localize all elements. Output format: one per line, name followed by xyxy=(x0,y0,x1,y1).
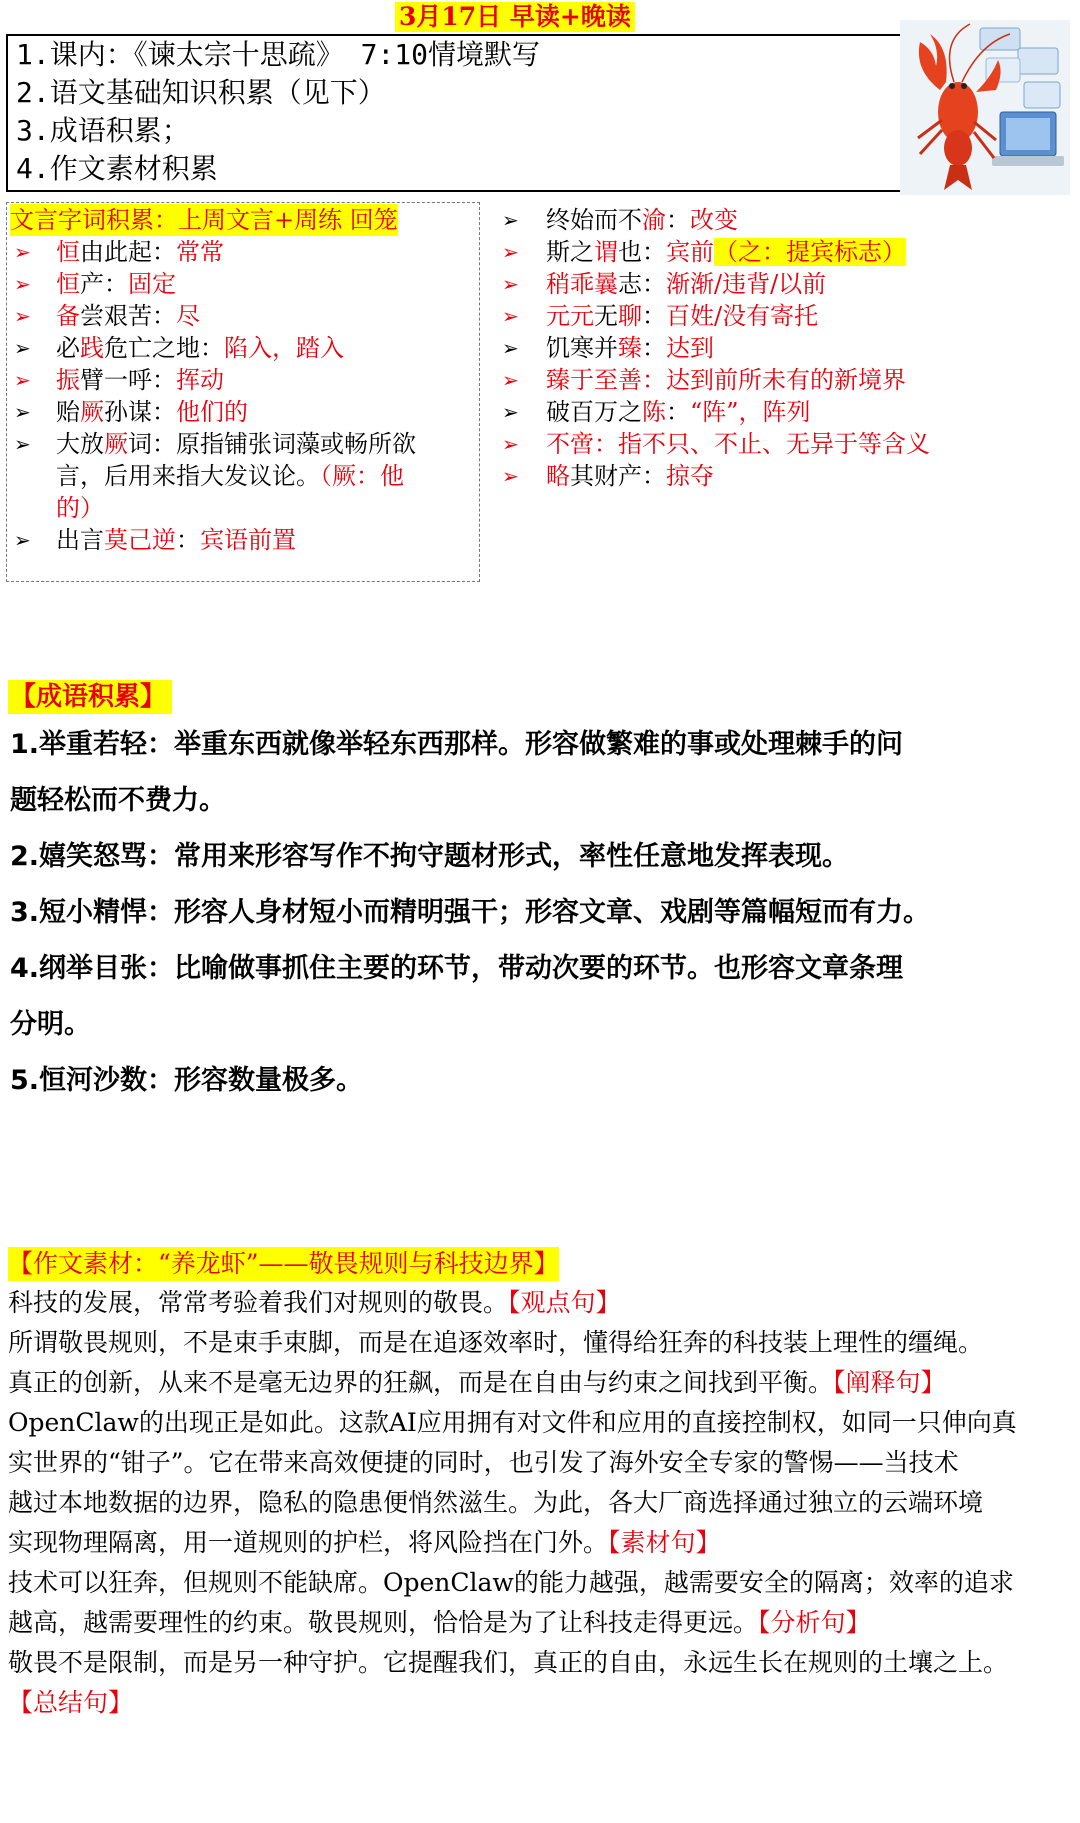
text-run: 渐渐/违背/以前 xyxy=(666,270,827,298)
vocab-item xyxy=(546,364,906,396)
idiom-section-title: 【成语积累】 xyxy=(8,680,172,714)
idiom-line: 5.恒河沙数：形容数量极多。 xyxy=(10,1065,364,1096)
bullet-icon: ➢ xyxy=(502,368,519,392)
text-run: 臻 xyxy=(618,334,642,362)
date-title: 3月17日 早读+晚读 xyxy=(395,2,635,32)
essay-line xyxy=(8,1323,983,1363)
bullet-icon: ➢ xyxy=(502,464,519,488)
bullet-icon: ➢ xyxy=(502,240,519,264)
text-run: 其财产： xyxy=(570,462,666,490)
text-run: 【阐释句】 xyxy=(833,1368,946,1397)
essay-line xyxy=(8,1643,1008,1683)
text-run: 出言 xyxy=(56,526,104,554)
text-run: 终始而不 xyxy=(546,206,642,234)
text-run: “阵”，阵列 xyxy=(690,398,811,426)
text-run: 不啻：指不只、不止、无异于等含义 xyxy=(546,430,930,458)
idiom-line: 题轻松而不费力。 xyxy=(10,785,226,816)
task-item: 3.成语积累； xyxy=(16,114,190,147)
text-run: 也： xyxy=(618,238,666,266)
essay-line xyxy=(8,1523,721,1563)
vocab-item xyxy=(546,396,811,428)
vocab-item xyxy=(56,396,248,428)
text-run: 科技的发展，常常考验着我们对规则的敬畏。 xyxy=(8,1288,509,1317)
text-run: 臻于至善：达到前所未有的新境界 xyxy=(546,366,906,394)
text-run: 所谓敬畏规则，不是束手束脚，而是在追逐效率时，懂得给狂奔的科技装上理性的缰绳。 xyxy=(8,1328,984,1357)
text-run: 【素材句】 xyxy=(608,1528,721,1557)
text-run: 宾语前置 xyxy=(200,526,296,554)
text-run: 谓 xyxy=(594,238,618,266)
task-item: 4.作文素材积累 xyxy=(16,152,218,185)
text-run: 实现物理隔离，用一道规则的护栏，将风险挡在门外。 xyxy=(8,1528,609,1557)
vocab-item xyxy=(56,428,416,460)
text-run: ： xyxy=(642,302,666,330)
bullet-icon: ➢ xyxy=(502,336,519,360)
essay-line xyxy=(8,1363,946,1403)
text-run: 斯之 xyxy=(546,238,594,266)
lobster-illustration xyxy=(900,20,1070,195)
vocab-item xyxy=(56,492,104,524)
text-run: 达到 xyxy=(666,334,714,362)
text-run: 产： xyxy=(80,270,128,298)
text-run: 必 xyxy=(56,334,80,362)
bullet-icon: ➢ xyxy=(14,336,31,360)
text-run: 百姓/没有寄托 xyxy=(666,302,819,330)
text-run: 无 xyxy=(594,302,618,330)
bullet-icon: ➢ xyxy=(14,400,31,424)
vocab-item xyxy=(56,364,224,396)
text-run: 常常 xyxy=(176,238,224,266)
essay-line xyxy=(8,1563,1014,1603)
vocab-item xyxy=(56,300,200,332)
text-run: 固定 xyxy=(128,270,176,298)
text-run: 敬畏不是限制，而是另一种守护。它提醒我们，真正的自由，永远生长在规则的土壤之上。 xyxy=(8,1648,1009,1677)
bullet-icon: ➢ xyxy=(502,304,519,328)
text-run: 聊 xyxy=(618,302,642,330)
idiom-line: 3.短小精悍：形容人身材短小而精明强干；形容文章、戏剧等篇幅短而有力。 xyxy=(10,897,931,928)
text-run: 言，后用来指大发议论。 xyxy=(56,462,320,490)
text-run: 大放 xyxy=(56,430,104,458)
vocab-item xyxy=(56,268,176,300)
text-run: 贻 xyxy=(56,398,80,426)
text-run: 破百万之 xyxy=(546,398,642,426)
bullet-icon: ➢ xyxy=(14,304,31,328)
text-run: 【观点句】 xyxy=(508,1288,621,1317)
vocab-item xyxy=(546,268,826,300)
text-run: 越过本地数据的边界，隐私的隐患便悄然滋生。为此，各大厂商选择通过独立的云端环境 xyxy=(8,1488,984,1517)
text-run: 渝 xyxy=(642,206,666,234)
vocab-item xyxy=(546,332,714,364)
text-run: 备 xyxy=(56,302,80,330)
text-run: 振 xyxy=(56,366,80,394)
text-run: 的） xyxy=(56,494,104,522)
essay-line xyxy=(8,1683,133,1723)
bullet-icon: ➢ xyxy=(502,400,519,424)
text-run: 恒 xyxy=(56,238,80,266)
vocab-item xyxy=(56,524,296,556)
text-run: 元元 xyxy=(546,302,594,330)
vocab-item xyxy=(546,236,906,268)
text-run: 越高，越需要理性的约束。敬畏规则，恰恰是为了让科技走得更远。 xyxy=(8,1608,759,1637)
essay-section-title: 【作文素材：“养龙虾”——敬畏规则与科技边界】 xyxy=(8,1247,559,1281)
bullet-icon: ➢ xyxy=(14,368,31,392)
bullet-icon: ➢ xyxy=(14,528,31,552)
vocab-item xyxy=(546,428,930,460)
text-run: 词：原指铺张词藻或畅所欲 xyxy=(128,430,416,458)
text-run: 改变 xyxy=(690,206,738,234)
essay-line xyxy=(8,1483,983,1523)
text-run: 莫己逆 xyxy=(104,526,176,554)
vocab-item xyxy=(56,332,344,364)
text-run: OpenClaw的出现正是如此。这款AI应用拥有对文件和应用的直接控制权，如同一只伸向真 xyxy=(8,1408,1017,1437)
vocab-item xyxy=(56,460,404,492)
text-run: 践 xyxy=(80,334,104,362)
bullet-icon: ➢ xyxy=(14,240,31,264)
text-run: 略 xyxy=(546,462,570,490)
text-run: 他们的 xyxy=(176,398,248,426)
idiom-line: 4.纲举目张：比喻做事抓住主要的环节，带动次要的环节。也形容文章条理 xyxy=(10,953,904,984)
essay-line xyxy=(8,1403,1017,1443)
text-run: 恒 xyxy=(56,270,80,298)
text-run: 孙谋： xyxy=(104,398,176,426)
text-run: 危亡之地： xyxy=(104,334,224,362)
text-run: 由此起： xyxy=(80,238,176,266)
essay-line xyxy=(8,1443,959,1483)
text-run: 志： xyxy=(618,270,666,298)
text-run: ： xyxy=(666,206,690,234)
bullet-icon: ➢ xyxy=(502,432,519,456)
vocab-section-title: 文言字词积累：上周文言+周练 回笼 xyxy=(10,206,398,234)
text-run: 技术可以狂奔，但规则不能缺席。OpenClaw的能力越强，越需要安全的隔离；效率的追求 xyxy=(8,1568,1014,1597)
text-run: ： xyxy=(666,398,690,426)
text-run: 乖 xyxy=(570,270,594,298)
text-run: 厥 xyxy=(104,430,128,458)
vocab-item xyxy=(56,236,224,268)
bullet-icon: ➢ xyxy=(14,432,31,456)
idiom-line: 1.举重若轻：举重东西就像举轻东西那样。形容做繁难的事或处理棘手的问 xyxy=(10,729,904,760)
bullet-icon: ➢ xyxy=(502,272,519,296)
text-run: 实世界的“钳子”。它在带来高效便捷的同时，也引发了海外安全专家的警惕——当技术 xyxy=(8,1448,959,1477)
essay-line xyxy=(8,1283,621,1323)
text-run: 陷入，踏入 xyxy=(224,334,344,362)
idiom-line: 分明。 xyxy=(10,1009,91,1040)
text-run: 掠夺 xyxy=(666,462,714,490)
task-item: 1.课内：《谏太宗十思疏》 7:10情境默写 xyxy=(16,38,541,71)
task-list-box xyxy=(6,34,904,192)
text-run: 挥动 xyxy=(176,366,224,394)
text-run: 稍 xyxy=(546,270,570,298)
text-run: 【总结句】 xyxy=(8,1688,134,1717)
text-run: 尝艰苦： xyxy=(80,302,176,330)
text-run: 尽 xyxy=(176,302,200,330)
text-run: 宾前 xyxy=(666,238,714,266)
text-run: 曩 xyxy=(594,270,618,298)
text-run: 厥 xyxy=(80,398,104,426)
text-run: 臂一呼： xyxy=(80,366,176,394)
text-run: （之：提宾标志） xyxy=(714,238,906,266)
idiom-line: 2.嬉笑怒骂：常用来形容写作不拘守题材形式，率性任意地发挥表现。 xyxy=(10,841,850,872)
bullet-icon: ➢ xyxy=(502,208,519,232)
vocab-item xyxy=(546,204,738,236)
vocab-item xyxy=(546,300,818,332)
text-run: 【分析句】 xyxy=(758,1608,871,1637)
bullet-icon: ➢ xyxy=(14,272,31,296)
text-run: ： xyxy=(642,334,666,362)
task-item: 2.语文基础知识积累（见下） xyxy=(16,76,386,109)
vocab-item xyxy=(546,460,714,492)
text-run: 饥寒并 xyxy=(546,334,618,362)
essay-line xyxy=(8,1603,871,1643)
text-run: （厥：他 xyxy=(320,462,404,490)
text-run: ： xyxy=(176,526,200,554)
text-run: 陈 xyxy=(642,398,666,426)
text-run: 真正的创新，从来不是毫无边界的狂飙，而是在自由与约束之间找到平衡。 xyxy=(8,1368,834,1397)
